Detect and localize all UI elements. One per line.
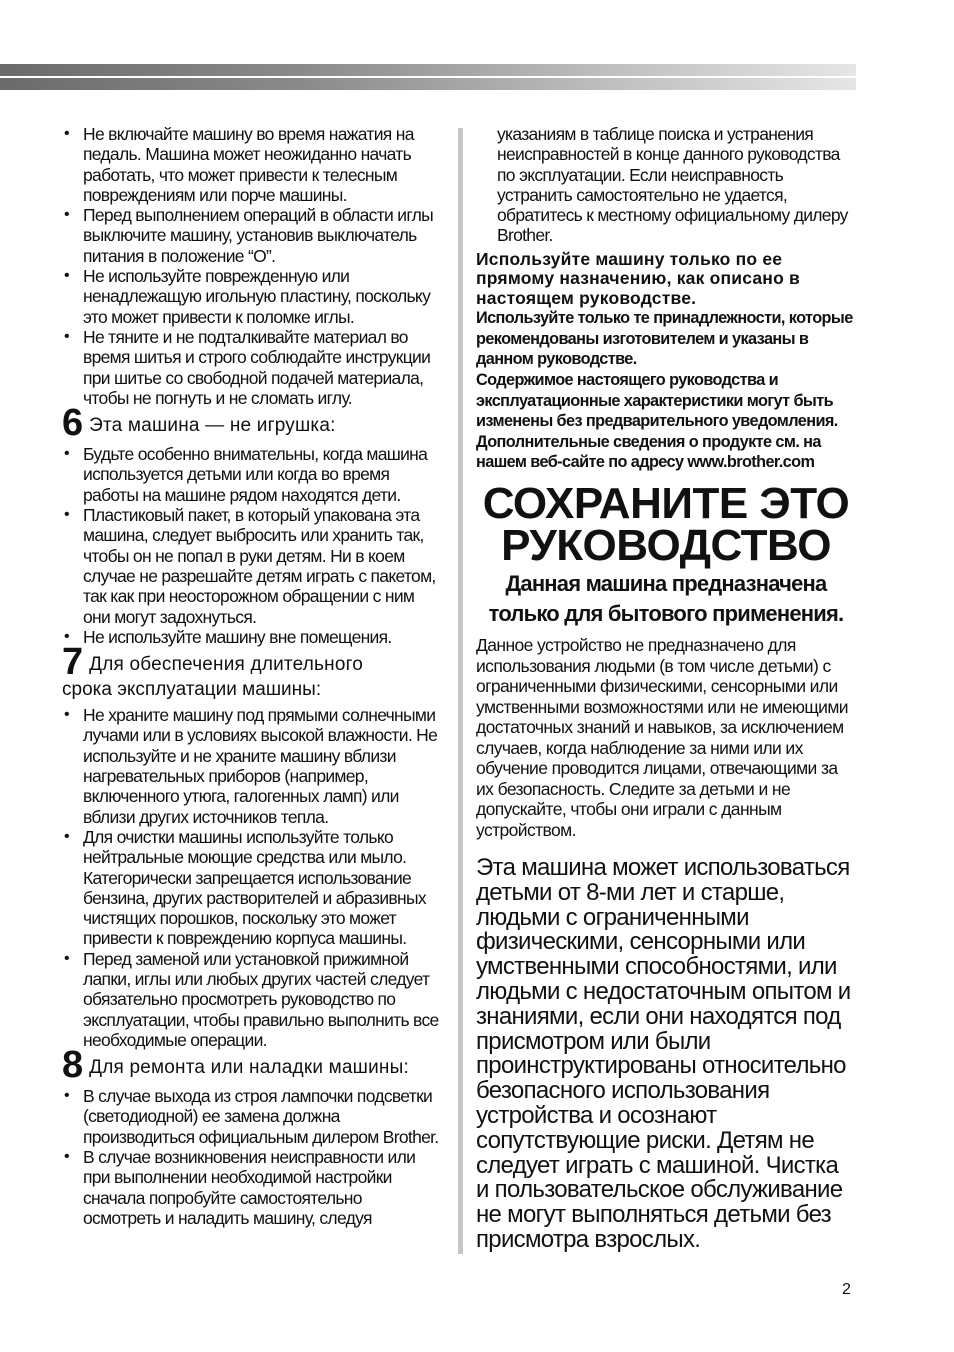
left-column bbox=[62, 124, 442, 1228]
usage-notice-item: Используйте только те принадлежности, которые рекомендованы изготовителем и указаны в данном руководстве. bbox=[476, 309, 853, 369]
list-item: • Не используйте поврежденную или ненадлежащую игольную пластину, поскольку это может привести к поломке иглы. bbox=[62, 266, 442, 327]
section-title: Для обеспечения длительного bbox=[89, 654, 364, 676]
list-item: • Для очистки машины используйте только нейтральные моющие средства или мыло. Категорически запрещается использование бензина, других растворителей и абразивных чистящих порошков, поскольку это может привести к повреждению корпуса машины. bbox=[62, 827, 442, 949]
section-title: Эта машина — не игрушка: bbox=[89, 415, 336, 437]
column-divider bbox=[458, 128, 463, 1254]
usage-notice-item: Содержимое настоящего руководства и эксплуатационные характеристики могут быть изменены без предварительного уведомления. bbox=[476, 371, 838, 431]
section-title: Для ремонта или наладки машины: bbox=[89, 1057, 409, 1079]
usage-notice-item: Дополнительные сведения о продукте см. на нашем веб-сайте по адресу www.brother.com bbox=[476, 432, 821, 472]
list-item: • Не тяните и не подталкивайте материал во время шитья и строго соблюдайте инструкции при шитье со свободной подачей материала, чтобы не погнуть и не сломать иглу. bbox=[62, 327, 442, 408]
restriction-paragraph: Данное устройство не предназначено для использования людьми (в том числе детьми) с ограниченными физическими, сенсорными или умственными возможностями или не имеющими достаточных знаний и навыков, за исключением случаев, когда наблюдение за ними или их обучение проводится лицами, отвечающими за их безопасность. Следите за детьми и не допускайте, чтобы они играли с данным устройством. bbox=[476, 635, 848, 840]
list-item: • В случае выхода из строя лампочки подсветки (светодиодной) ее замена должна производиться официальным дилером Brother. bbox=[62, 1086, 442, 1147]
children-usage-paragraph: Эта машина может использоваться детьми от 8-ми лет и старше, людьми с ограниченными физическими, сенсорными или умственными способностями, или людьми с недостаточным опытом и знаниями, если они находятся под присмотром или были проинструктированы относительно безопасного использования устройства и осознают сопутствующие риски. Детям не следует играть с машиной. Чистка и пользовательское обслуживание не могут выполняться детьми без присмотра взрослых. bbox=[476, 854, 851, 1253]
list-item: • В случае возникновения неисправности или при выполнении необходимой настройки сначала попробуйте самостоятельно осмотреть и наладить машину, следуя bbox=[62, 1147, 442, 1228]
continued-text: указаниям в таблице поиска и устранения неисправностей в конце данного руководства по эксплуатации. Если неисправность устранить самостоятельно не удается, обратитесь к местному официальному дилеру Brother. bbox=[497, 124, 848, 246]
save-manual-title bbox=[476, 479, 856, 571]
section-number: 6 bbox=[62, 402, 84, 445]
list-item: • Пластиковый пакет, в который упакована эта машина, следует выбросить или хранить так, чтобы он не попал в руки детям. Ни в коем случае не разрешайте детям играть с пакетом, так как при неосторожном обращении с ним они могут задохнуться. bbox=[62, 505, 442, 627]
subtitle-line: Данная машина предназначена bbox=[505, 571, 827, 597]
header-gradient-bar bbox=[0, 64, 856, 90]
section-8-heading bbox=[62, 1044, 442, 1087]
list-item: • Не храните машину под прямыми солнечными лучами или в условиях высокой влажности. Не используйте и не храните машину вблизи нагревательных приборов (например, включенного утюга, галогенных ламп) или вблизи других источников тепла. bbox=[62, 705, 442, 827]
section-6-heading bbox=[62, 402, 442, 445]
save-manual-title-line: РУКОВОДСТВО bbox=[501, 521, 831, 571]
section-6-list bbox=[62, 444, 442, 647]
usage-notice-main: Используйте машину только по ее прямому назначению, как описано в настоящем руководстве. bbox=[476, 248, 800, 308]
page-number: 2 bbox=[842, 1281, 851, 1298]
section-8-list bbox=[62, 1086, 442, 1228]
section-number: 8 bbox=[62, 1044, 84, 1087]
list-item: • Не включайте машину во время нажатия на педаль. Машина может неожиданно начать работать, что может привести к телесным повреждениям или порче машины. bbox=[62, 124, 442, 205]
subtitle-line: только для бытового применения. bbox=[488, 601, 844, 627]
section-number: 7 bbox=[62, 641, 84, 684]
list-item: • Не используйте машину вне помещения. bbox=[62, 627, 442, 647]
section-7-list bbox=[62, 705, 442, 1050]
usage-notice bbox=[476, 250, 856, 473]
list-item: • Будьте особенно внимательны, когда машина используется детьми или когда во время работы на машине рядом находятся дети. bbox=[62, 444, 442, 505]
section-title-continued: срока эксплуатации машины: bbox=[62, 679, 322, 701]
right-column bbox=[476, 124, 856, 1253]
save-manual-title-line: СОХРАНИТЕ ЭТО bbox=[482, 479, 850, 529]
list-item: • Перед заменой или установкой прижимной лапки, иглы или любых других частей следует обязательно просмотреть руководство по эксплуатации, чтобы правильно выполнить все необходимые операции. bbox=[62, 949, 442, 1050]
list-item: • Перед выполнением операций в области иглы выключите машину, установив выключатель питания в положение “O”. bbox=[62, 205, 442, 266]
safety-list-top bbox=[62, 124, 442, 408]
household-use-subtitle bbox=[476, 569, 856, 629]
section-7-heading bbox=[62, 641, 442, 701]
